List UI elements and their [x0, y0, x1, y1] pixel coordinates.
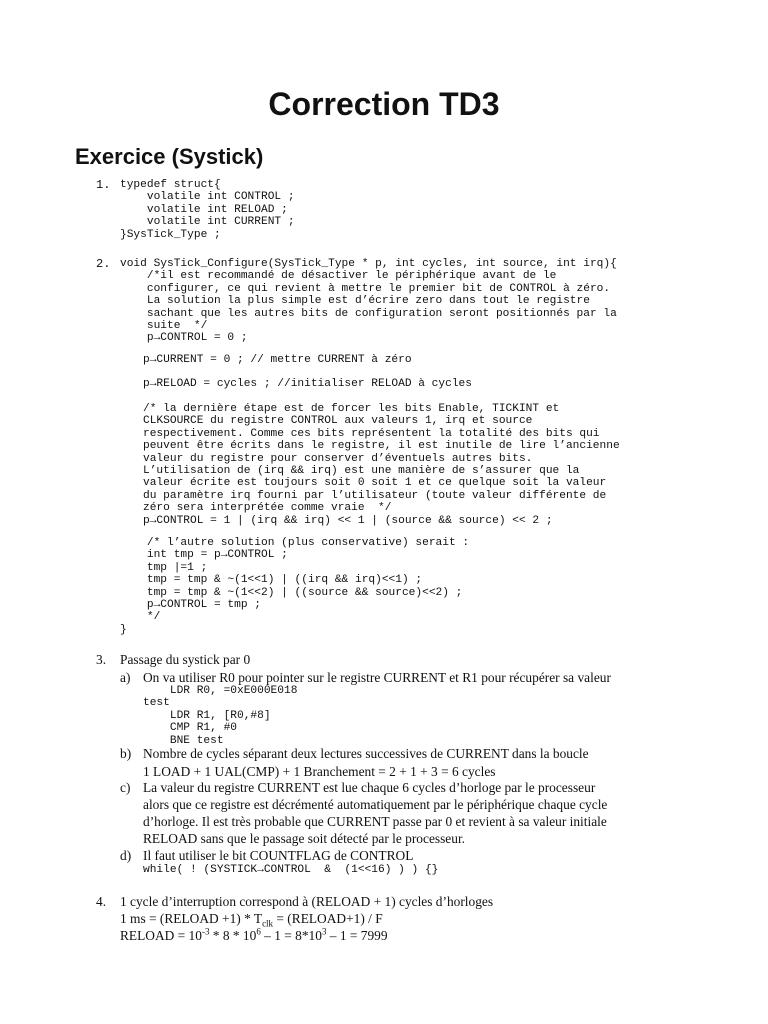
question-3d-code: while( ! (SYSTICK→CONTROL & (1<<16) ) ) {} — [143, 864, 439, 876]
question-1-number: 1. — [96, 178, 111, 192]
page-title: Correction TD3 — [268, 86, 500, 122]
question-4-number: 4. — [96, 894, 107, 909]
question-4-line-3-sup-2: 6 — [256, 926, 261, 937]
question-1-code: typedef struct{ volatile int CONTROL ; volatile int RELOAD ; volatile int CURRENT ; }SysTick_Type ; — [120, 179, 295, 241]
question-4-line-3-part-1: RELOAD = 10 — [120, 928, 202, 943]
question-3d-letter: d) — [120, 848, 132, 863]
section-title: Exercice (Systick) — [75, 144, 264, 169]
question-2-code-current: p→CURRENT = 0 ; // mettre CURRENT à zéro — [143, 354, 412, 366]
question-4-line-3-part-4: – 1 = 7999 — [326, 928, 388, 943]
question-3-number: 3. — [96, 652, 107, 667]
question-3a-code: LDR R0, =0xE000E018 test LDR R1, [R0,#8] CMP R1, #0 BNE test — [143, 685, 298, 747]
question-3-heading: Passage du systick par 0 — [120, 652, 251, 667]
question-3a-text: On va utiliser R0 pour pointer sur le registre CURRENT et R1 pour récupérer sa valeur — [143, 670, 611, 685]
question-4-line-2 — [120, 910, 383, 927]
question-4-line-3-part-2: * 8 * 10 — [209, 928, 257, 943]
question-4-line-2-part-2: = (RELOAD+1) / F — [273, 911, 383, 926]
question-3c-line-2: alors que ce registre est décrémenté automatiquement par le périphérique chaque cycle — [143, 797, 608, 812]
question-2-code-reload: p→RELOAD = cycles ; //initialiser RELOAD à cycles — [143, 378, 472, 390]
question-4-line-2-part-1: 1 ms = (RELOAD +1) * T — [120, 911, 263, 926]
question-2-code-alternative: /* l’autre solution (plus conservative) serait : int tmp = p→CONTROL ; tmp |=1 ; tmp = tmp & ~(1<<1) | ((irq && irq)<<1) ; tmp = tmp & ~(1<<2) | ((source && source)<<2) ; p→CONTROL = tmp ; */ } — [120, 537, 470, 636]
question-2-number: 2. — [96, 257, 111, 271]
question-3c-line-3: d’horloge. Il est très probable que CURRENT passe par 0 et revient à sa valeur initiale — [143, 814, 607, 829]
question-4-line-3-sup-3: 3 — [321, 926, 327, 937]
question-3c-line-1: La valeur du registre CURRENT est lue chaque 6 cycles d’horloge par le processeur — [143, 780, 596, 795]
question-3b-line-2: 1 LOAD + 1 UAL(CMP) + 1 Branchement = 2 + 1 + 3 = 6 cycles — [143, 764, 496, 779]
question-4-line-3-part-3: – 1 = 8*10 — [260, 928, 322, 943]
question-3d-text: Il faut utiliser le bit COUNTFLAG de CONTROL — [143, 848, 414, 863]
question-3b-letter: b) — [120, 746, 132, 761]
question-2-code-intro: void SysTick_Configure(SysTick_Type * p, int cycles, int source, int irq){ /*il est recommandé de désactiver le périphérique avant de le configurer, ce qui revient à mettre le premier bit de CONTROL à zéro. La solution la plus simple est d’écrire zero dans tout le registre sachant que les autres bits de configuration seront positionnés par la suite */ p→CONTROL = 0 ; — [120, 258, 617, 345]
question-3b-line-1: Nombre de cycles séparant deux lectures successives de CURRENT dans la boucle — [143, 746, 589, 761]
question-4-line-3 — [120, 927, 388, 944]
question-4-line-2-subscript: clk — [262, 918, 274, 929]
question-3c-letter: c) — [120, 780, 131, 795]
question-4-line-3-sup-1: -3 — [201, 926, 210, 937]
question-2-code-control: /* la dernière étape est de forcer les bits Enable, TICKINT et CLKSOURCE du registre CONTROL aux valeurs 1, irq et source respectivement. Comme ces bits représentent la totalité des bits qui peuvent être écrits dans le registre, il est inutile de lire l’ancienne valeur du registre pour conserver d’éventuels autres bits. L’utilisation de (irq && irq) est une manière de s’assurer que la valeur écrite est toujours soit 0 soit 1 et ce quelque soit la valeur du paramètre irq fourni par l’utilisateur (toute valeur différente de zéro sera interprétée comme vraie */ p→CONTROL = 1 | (irq && irq) << 1 | (source && source) << 2 ; — [143, 403, 620, 527]
question-3c-line-4: RELOAD sans que le passage soit détecté par le processeur. — [143, 831, 466, 846]
question-3a-letter: a) — [120, 670, 131, 685]
question-4-line-1: 1 cycle d’interruption correspond à (RELOAD + 1) cycles d’horloges — [120, 894, 494, 909]
